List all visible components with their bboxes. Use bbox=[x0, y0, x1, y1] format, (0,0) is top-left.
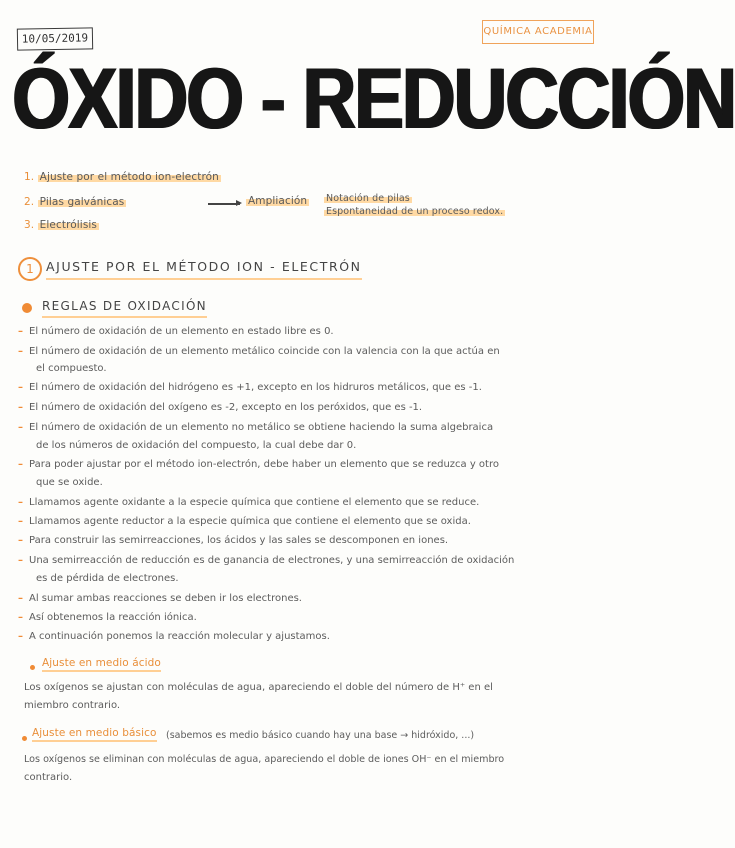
index-text: Electrólisis bbox=[39, 219, 97, 231]
bullet-dot-icon bbox=[22, 736, 27, 741]
index-number: 2. bbox=[24, 196, 35, 208]
index-item-2 bbox=[24, 196, 126, 208]
rule-line: – Llamamos agente oxidante a la especie química que contiene el elemento que se reduce. bbox=[18, 497, 480, 508]
rule-line: el compuesto. bbox=[36, 363, 107, 374]
rule-line: – El número de oxidación de un elemento en estado libre es 0. bbox=[18, 326, 334, 337]
rule-line: es de pérdida de electrones. bbox=[36, 573, 179, 584]
basic-title: Ajuste en medio básico bbox=[32, 727, 157, 742]
basic-line: Los oxígenos se eliminan con moléculas de agua, apareciendo el doble de iones OH⁻ en el miembro bbox=[24, 754, 505, 765]
date-label: 10/05/2019 bbox=[17, 27, 93, 50]
basic-line: contrario. bbox=[24, 772, 73, 783]
index-number: 3. bbox=[24, 219, 35, 231]
acid-line: miembro contrario. bbox=[24, 700, 121, 711]
subsection-title: REGLAS DE OXIDACIÓN bbox=[42, 299, 207, 318]
bullet-dot-icon bbox=[22, 303, 32, 313]
rule-line: – Llamamos agente reductor a la especie química que contiene el elemento que se oxida. bbox=[18, 516, 471, 527]
rule-line: – Así obtenemos la reacción iónica. bbox=[18, 612, 197, 623]
index-item-1 bbox=[24, 171, 221, 183]
rule-line: – Una semirreacción de reducción es de ganancia de electrones, y una semirreacción de oxidación bbox=[18, 555, 515, 566]
page-title: ÓXIDO - REDUCCIÓN bbox=[12, 51, 735, 147]
rule-line: que se oxide. bbox=[36, 477, 103, 488]
rule-line: – Al sumar ambas reacciones se deben ir los electrones. bbox=[18, 593, 302, 604]
ampliacion-label: Ampliación bbox=[248, 195, 308, 207]
rule-line: – El número de oxidación de un elemento no metálico se obtiene haciendo la suma algebraica bbox=[18, 422, 494, 433]
rule-line: – Para poder ajustar por el método ion-electrón, debe haber un elemento que se reduzca y otro bbox=[18, 459, 499, 470]
rule-line: – El número de oxidación de un elemento metálico coincide con la valencia con la que actúa en bbox=[18, 346, 500, 357]
rule-line: – Para construir las semirreacciones, los ácidos y las sales se descomponen en iones. bbox=[18, 535, 449, 546]
index-item-3 bbox=[24, 219, 99, 231]
index-number: 1. bbox=[24, 171, 35, 183]
rule-line: – A continuación ponemos la reacción molecular y ajustamos. bbox=[18, 631, 330, 642]
acid-title: Ajuste en medio ácido bbox=[42, 657, 161, 672]
section-number-badge: 1 bbox=[18, 257, 42, 281]
index-text: Pilas galvánicas bbox=[39, 196, 125, 208]
basic-note: (sabemos es medio básico cuando hay una base → hidróxido, ...) bbox=[166, 730, 475, 741]
rule-line: de los números de oxidación del compuesto, la cual debe dar 0. bbox=[36, 440, 357, 451]
index-text: Ajuste por el método ion-electrón bbox=[39, 171, 219, 183]
brand-label: QUÍMICA ACADEMIA bbox=[482, 20, 594, 44]
section-title: AJUSTE POR EL MÉTODO ION - ELECTRÓN bbox=[46, 259, 362, 280]
ampliacion-line-2: Espontaneidad de un proceso redox. bbox=[326, 206, 504, 217]
arrow-right-icon bbox=[208, 203, 240, 205]
rule-line: – El número de oxidación del hidrógeno es +1, excepto en los hidruros metálicos, que es -1. bbox=[18, 382, 482, 393]
bullet-dot-icon bbox=[30, 665, 35, 670]
acid-line: Los oxígenos se ajustan con moléculas de agua, apareciendo el doble del número de H⁺ en el bbox=[24, 682, 493, 693]
rule-line: – El número de oxidación del oxígeno es -2, excepto en los peróxidos, que es -1. bbox=[18, 402, 423, 413]
ampliacion-line-1: Notación de pilas bbox=[326, 193, 410, 204]
